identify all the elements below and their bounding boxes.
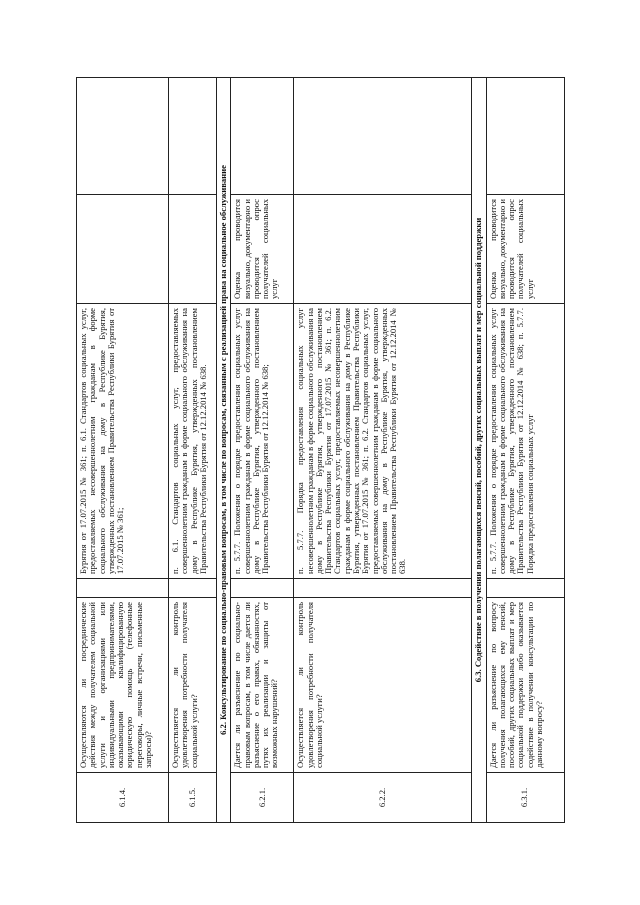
answer-cell [231,579,294,598]
row-number: 6.2.1. [231,773,294,823]
answer-cell [169,579,217,598]
inspection-checklist-table [76,77,565,823]
answer-cell [486,579,564,598]
question-cell: Дается ли разъяснение по вопросу получения полагающихся ему пенсий, пособий, других социальных выплат и мер социальной поддержки либо оказывается содействие в получении консультации по данному вопросу? [486,598,564,773]
question-cell: Осуществляются ли посреднические действия между получателем социальной услуги и организациями или индивидуальными предпринимателями, оказывающими квалифицированную юридическую помощь (телефонные переговоры, личные встречи, письменные запросы)? [77,598,169,773]
method-cell [294,195,472,304]
section-heading: 6.3. Содействие в получении полагающихся пенсий, пособий, других социальных выплат и мер социальной поддержки [472,78,486,823]
table-row-6-1-5 [169,78,217,823]
table-row-6-2-1 [231,78,294,823]
table-row-6-1-4 [77,78,169,823]
answer-cell [77,579,169,598]
method-cell [77,195,169,304]
legal-basis-cell: п. 5.7.7. Порядка предоставления социальных услуг несовершеннолетним гражданам в форме социального обслуживания на дому в Республике Бурятия, утвержденного постановлением Правительства Республики Бурятия от 17.07.2015 № 361; п. 6.2. Стандартов социальных услуг, предоставляемых несовершеннолетним гражданам в форме социального обслуживания на дому в Республике Бурятия, утвержденных постановлением Правительства Республики Бурятия от 17.07.2015 № 361; п. 6.2. Стандартов социальных услуг, предоставляемых совершеннолетним гражданам в форме социального обслуживания на дому в Республике Бурятия, утвержденных постановлением Правительства Республики Бурятия от 12.12.2014 № 638. [294,304,472,579]
legal-basis-cell: Бурятия от 17.07.2015 № 361; п. 6.1. Стандартов социальных услуг, предоставляемых несовершеннолетним гражданам в форме социального обслуживания на дому в Республике Бурятия, утвержденных постановлением Правительства Республики Бурятия от 17.07.2015 № 361; [77,304,169,579]
method-cell: Оценка проводится визуально, документарно и проводится опрос получателей социальных услуг [231,195,294,304]
answer-cell [294,579,472,598]
question-cell: Дается ли разъяснение по социально-правовым вопросам, в том числе дается ли разъяснение о его правах, обязанностях, путях их реализации и защиты от возможных нарушений? [231,598,294,773]
note-cell [294,78,472,195]
legal-basis-cell: п. 5.7.7. Положения о порядке предоставления социальных услуг совершеннолетним гражданам в форме социального обслуживания на дому в Республике Бурятия, утвержденного постановлением Правительства Республики Бурятия от 12.12.2014 № 638; п. 5.7.7. Порядка предоставления социальных услуг [486,304,564,579]
section-heading-row-6-3 [472,78,486,823]
question-cell: Осуществляется ли контроль удовлетворения потребности получателя социальной услуги? [169,598,217,773]
note-cell [77,78,169,195]
question-cell: Осуществляется ли контроль удовлетворения потребности получателя социальной услуги? [294,598,472,773]
section-heading: 6.2. Консультирование по социально-правовым вопросам, в том числе по вопросам, связанным с реализацией права на социальное обслуживание [217,78,231,823]
row-number: 6.3.1. [486,773,564,823]
row-number: 6.1.4. [77,773,169,823]
method-cell [169,195,217,304]
row-number: 6.2.2. [294,773,472,823]
method-cell: Оценка проводится визуально, документарно и проводится опрос получателей социальных услуг [486,195,564,304]
legal-basis-cell: п. 5.7.7. Положения о порядке предоставления социальных услуг совершеннолетним гражданам в форме социального обслуживания на дому в Республике Бурятия, утвержденного постановлением Правительства Республики Бурятия от 12.12.2014 № 638; [231,304,294,579]
note-cell [169,78,217,195]
table-row-6-3-1 [486,78,564,823]
note-cell [486,78,564,195]
section-heading-row-6-2 [217,78,231,823]
legal-basis-cell: п. 6.1. Стандартов социальных услуг, предоставляемых совершеннолетним гражданам в форме социального обслуживания на дому в Республике Бурятия, утвержденных постановлением Правительства Республики Бурятия от 12.12.2014 № 638. [169,304,217,579]
table-row-6-2-2 [294,78,472,823]
note-cell [231,78,294,195]
row-number: 6.1.5. [169,773,217,823]
